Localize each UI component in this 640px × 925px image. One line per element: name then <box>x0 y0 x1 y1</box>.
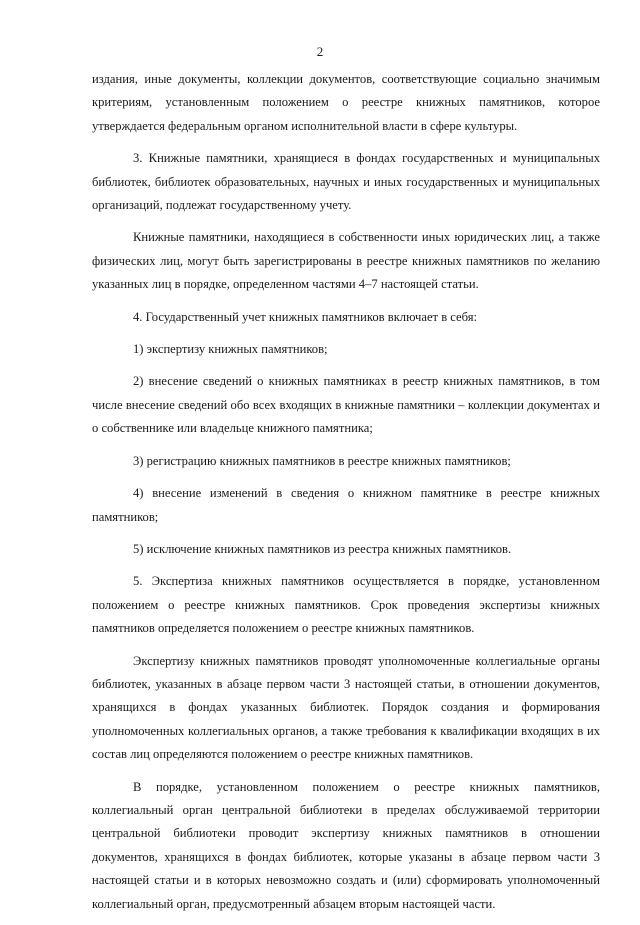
list-item-5: 5) исключение книжных памятников из реестра книжных памятников. <box>133 541 512 556</box>
paragraph-5: 5. Экспертиза книжных памятников осуществляется в порядке, установленном положением о реестре книжных памятников. Срок проведения экспертизы книжных памятников определяется положением о реестре книжных памятников. <box>92 574 600 636</box>
paragraph-1: издания, иные документы, коллекции документов, соответствующие социально значимым критериям, установленным положением о реестре книжных памятников, которое утверждается федеральным органом исполнительной власти в сфере культуры. <box>92 72 600 133</box>
paragraph-2: 3. Книжные памятники, хранящиеся в фондах государственных и муниципальных библиотек, библиотек образовательных, научных и иных государственных и муниципальных организаций, подлежат государственному учету. <box>92 151 600 213</box>
list-item-2: 2) внесение сведений о книжных памятниках в реестр книжных памятников, в том числе внесение сведений обо всех входящих в книжные памятники – коллекции документах и о собственнике или владельце книжного памятника; <box>92 374 600 436</box>
list-item-4: 4) внесение изменений в сведения о книжном памятнике в реестре книжных памятников; <box>92 486 600 524</box>
document-body <box>92 68 600 925</box>
paragraph-7: В порядке, установленном положением о реестре книжных памятников, коллегиальный орган центральной библиотеки в пределах обслуживаемой территории центральной библиотеки проводит экспертизу книжных памятников в отношении документов, хранящихся в фондах библиотек, которые указаны в абзаце первом части 3 настоящей статьи и в которых невозможно создать и (или) сформировать уполномоченный коллегиальный орган, предусмотренный абзацем вторым настоящей части. <box>92 779 600 911</box>
list-item-1: 1) экспертизу книжных памятников; <box>133 342 328 357</box>
paragraph-3: Книжные памятники, находящиеся в собственности иных юридических лиц, а также физических лиц, могут быть зарегистрированы в реестре книжных памятников по желанию указанных лиц в порядке, определенном частями 4–7 настоящей статьи. <box>92 230 600 292</box>
page-number: 2 <box>316 44 324 59</box>
paragraph-6: Экспертизу книжных памятников проводят уполномоченные коллегиальные органы библиотек, указанных в абзаце первом части 3 настоящей статьи, в отношении документов, хранящихся в фондах указанных библиотек. Порядок создания и формирования уполномоченных коллегиальных органов, а также требования к квалификации входящих в их состав лиц определяются положением о реестре книжных памятников. <box>92 653 600 762</box>
paragraph-4: 4. Государственный учет книжных памятников включает в себя: <box>133 309 478 324</box>
list-item-3: 3) регистрацию книжных памятников в реестре книжных памятников; <box>133 453 511 468</box>
